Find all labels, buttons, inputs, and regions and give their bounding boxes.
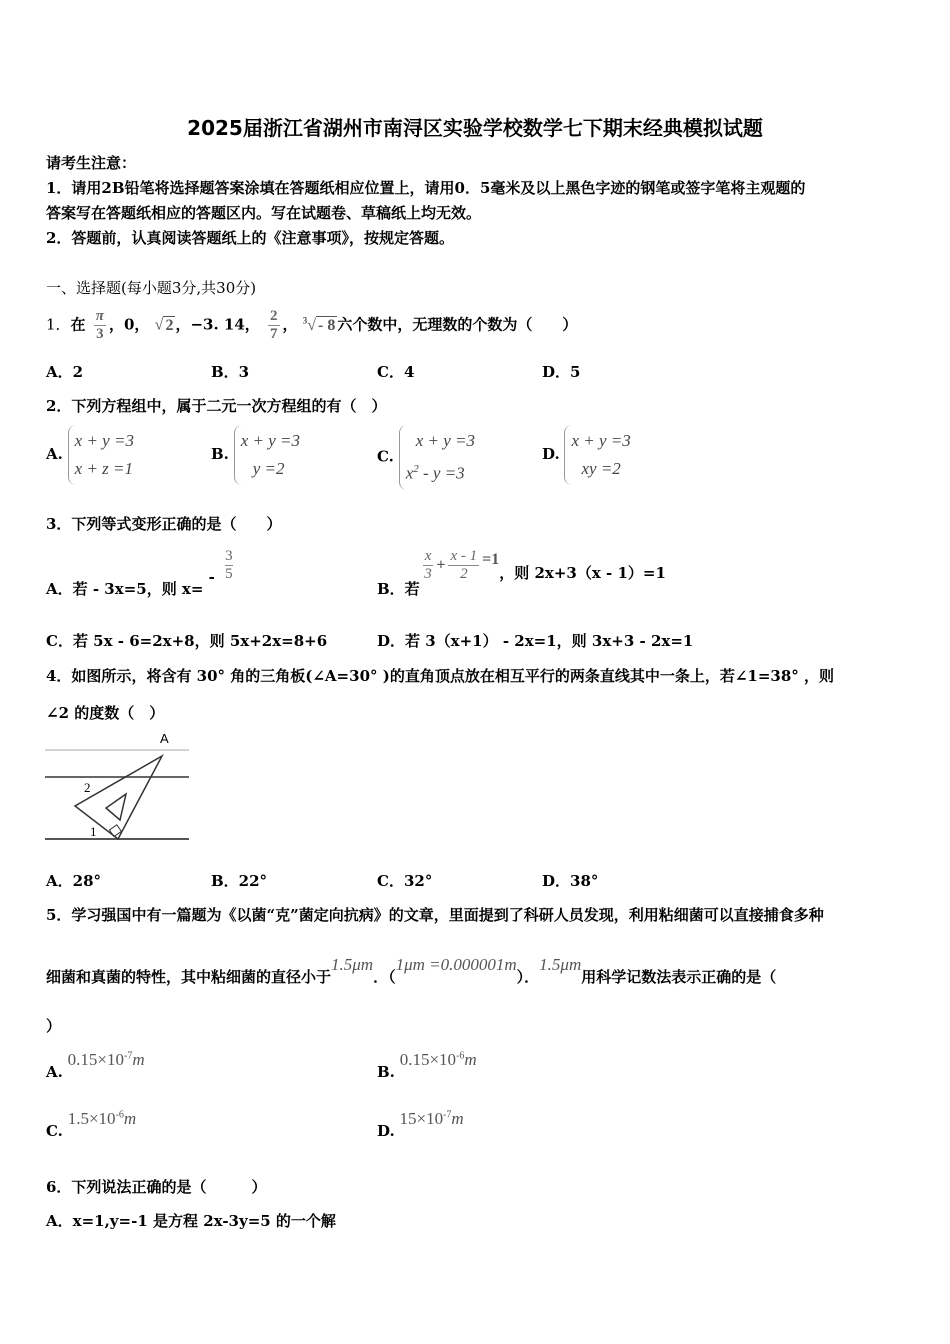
option-d[interactable]: D．若 3（x+1） - 2x=1，则 3x+3 - 2x=1 (377, 632, 694, 650)
exponent: 2 (413, 463, 419, 475)
option-c[interactable]: C．4 (377, 363, 415, 381)
sqrt-expr: √ 2 (154, 316, 174, 334)
option-b[interactable] (377, 548, 666, 598)
q-text: 细菌和真菌的特性，其中粘细菌的直径小于 (46, 968, 332, 986)
exponent: -7 (443, 1109, 452, 1121)
equation-system (68, 425, 134, 485)
q-text: ，−3. 14， (175, 315, 260, 334)
label-angle-1: 1 (90, 824, 97, 839)
equation-system (399, 425, 475, 490)
q-text: 六个数中，无理数的个数为（ ） (337, 315, 578, 334)
option-a[interactable] (46, 548, 238, 598)
option-a[interactable]: A．x=1,y=-1 是方程 2x-3y=5 的一个解 (46, 1212, 336, 1230)
section-heading: 一、选择题(每小题3分,共30分) (46, 279, 257, 297)
option-c[interactable]: C．若 5x - 6=2x+8，则 5x+2x=8+6 (46, 632, 328, 650)
option-label: C. (46, 1122, 63, 1140)
equation-part: x (405, 463, 414, 483)
label-a: A (160, 731, 169, 746)
exponent: -6 (456, 1050, 465, 1062)
unit: m (464, 1050, 477, 1069)
denominator: 3 (96, 326, 104, 342)
option-text: A．若 - 3x=5，则 x= (46, 579, 204, 598)
sci-notation (399, 1109, 463, 1128)
equation-part: - y =3 (418, 463, 465, 483)
base: 0.15×10 (67, 1050, 124, 1069)
equals: =1 (482, 550, 500, 568)
sci-notation (400, 1050, 477, 1069)
option-d[interactable] (542, 425, 631, 485)
option-d[interactable]: D．5 (542, 363, 581, 381)
option-d[interactable]: D．38° (542, 872, 599, 890)
numerator: x (424, 548, 432, 564)
notice-line: 2．答题前，认真阅读答题纸上的《注意事项》，按规定答题。 (46, 229, 454, 247)
notice-line: 1．请用2B铅笔将选择题答案涂填在答题纸相应位置上，请用0．5毫米及以上黑色字迹的钢笔或签字笔将主观题的 (46, 179, 806, 197)
triangle-ruler-figure (44, 728, 194, 843)
sci-notation (68, 1109, 136, 1128)
q-text: ．（ (373, 968, 396, 986)
fraction (448, 548, 479, 583)
equation: x + y =3 (571, 431, 631, 450)
numerator: π (95, 308, 104, 324)
question-5-cont (46, 955, 777, 987)
q-text: ）． (516, 968, 540, 986)
numerator: 2 (270, 308, 278, 324)
equation: x + y =3 (415, 431, 475, 450)
option-a[interactable]: A．28° (46, 872, 102, 890)
sci-notation (68, 1050, 145, 1069)
option-label: D. (542, 445, 560, 463)
question-5: 5．学习强国中有一篇题为《以菌“克”菌定向抗病》的文章，里面提到了科研人员发现，利用粘细菌可以直接捕食多种 (46, 906, 824, 924)
question-4-cont: ∠2 的度数（ ） (46, 704, 165, 722)
label-angle-2: 2 (84, 780, 91, 795)
minus-sign: - (208, 567, 215, 586)
root-index: 3 (302, 315, 308, 326)
question-4: 4．如图所示，将含有 30° 角的三角板(∠A=30° )的直角顶点放在相互平行的两条直线其中一条上，若∠1=38° ，则 (46, 667, 834, 685)
option-b[interactable]: B．22° (211, 872, 268, 890)
math-expr: 1.5μm (331, 955, 374, 974)
question-1: 1．在 $\frac{\pi}{3}$ ，0， √ 2 ，−3. 14， $\frac{2}{7}$ ， $^3$√ - 8 六个数中，无理数的个数为（ ） (46, 308, 578, 342)
equation: y =2 (252, 459, 285, 478)
fraction (223, 548, 235, 583)
q-text: 在 (70, 315, 86, 334)
q-text: ，0， (109, 315, 150, 334)
plus-sign: + (436, 556, 446, 574)
equation: x + z =1 (74, 459, 134, 478)
fraction (268, 308, 280, 343)
base: 1.5×10 (67, 1109, 116, 1128)
equation-system (564, 425, 630, 485)
option-label: C. (377, 447, 394, 466)
notice-heading: 请考生注意： (46, 154, 137, 172)
fraction (423, 548, 434, 583)
option-a[interactable] (46, 425, 134, 485)
option-label: B. (211, 445, 229, 463)
base: 0.15×10 (399, 1050, 457, 1069)
cube-root-expr: $^3$√ - 8 (302, 315, 336, 334)
option-b[interactable] (211, 425, 300, 485)
option-a[interactable]: A．2 (46, 363, 84, 381)
option-text: ，则 2x+3（x - 1）=1 (499, 563, 666, 582)
question-3: 3．下列等式变形正确的是（ ） (46, 515, 282, 533)
option-label: D. (377, 1122, 395, 1140)
equation-system (234, 425, 300, 485)
equation: x + y =3 (240, 431, 300, 450)
math-expr: 1μm =0.000001m (395, 955, 517, 974)
math-expr: 1.5μm (539, 955, 582, 974)
radicand: 2 (165, 316, 174, 334)
denominator: 5 (225, 566, 233, 582)
exponent: -6 (115, 1109, 124, 1121)
numerator: 3 (225, 548, 233, 564)
base: 15×10 (399, 1109, 444, 1128)
q-text: 用科学记数法表示正确的是（ (581, 968, 777, 986)
numerator: x - 1 (450, 548, 478, 564)
exponent: -7 (124, 1050, 133, 1062)
page-title: 2025届浙江省湖州市南浔区实验学校数学七下期末经典模拟试题 (187, 116, 763, 140)
equation: xy =2 (581, 459, 621, 478)
option-text: B．若 (377, 579, 420, 598)
option-b[interactable]: B．3 (211, 363, 250, 381)
option-c[interactable]: C．32° (377, 872, 433, 890)
denominator: 2 (460, 566, 468, 582)
question-2: 2．下列方程组中，属于二元一次方程组的有（ ） (46, 397, 387, 415)
denominator: 3 (424, 566, 432, 582)
denominator: 7 (270, 326, 278, 342)
option-label: A. (46, 445, 63, 463)
equation: x + y =3 (74, 431, 134, 450)
option-c[interactable] (377, 425, 475, 490)
unit: m (451, 1109, 464, 1128)
unit: m (123, 1109, 137, 1128)
option-label: B. (377, 1063, 395, 1081)
fraction (94, 308, 106, 343)
q-number: 1． (46, 315, 71, 334)
question-5-cont: ） (46, 1017, 62, 1035)
notice-line: 答案写在答题纸相应的答题区内。写在试题卷、草稿纸上均无效。 (46, 204, 482, 222)
radicand: - 8 (318, 316, 336, 334)
unit: m (132, 1050, 145, 1069)
question-6: 6．下列说法正确的是（ ） (46, 1178, 267, 1196)
option-label: A. (46, 1063, 63, 1081)
